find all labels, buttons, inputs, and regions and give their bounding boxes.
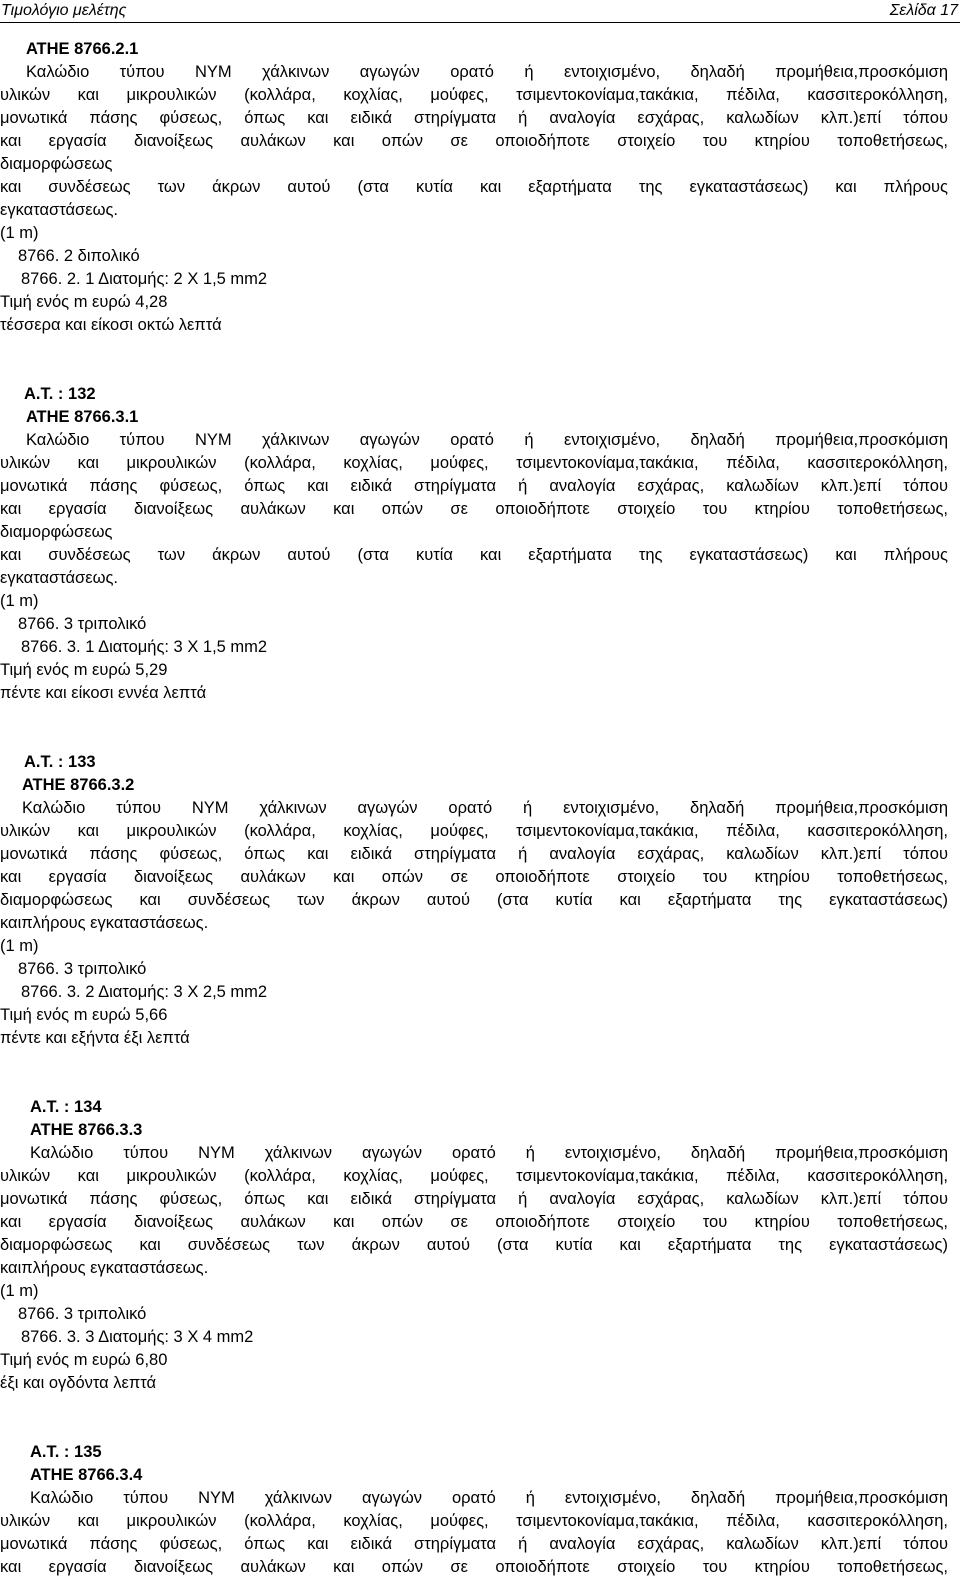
article-number: Α.Τ. : 133 (24, 753, 96, 771)
item-code: ΑΤΗΕ 8766.3.4 (30, 1466, 143, 1484)
description-line: πέντε και εξήντα έξι λεπτά (0, 1029, 190, 1047)
document-title: Τιμολόγιο μελέτης (1, 2, 127, 19)
description-line: 8766. 2. 1 Διατομής: 2 X 1,5 mm2 (21, 270, 268, 288)
description-line: υλικών και μικρουλικών (κολλάρα, κοχλίας, μούφες, τσιμεντοκονίαμα,τακάκια, πέδιλα, κασσιτεροκόλληση, (0, 1512, 948, 1530)
description-line: 8766. 3 τριπολικό (18, 615, 147, 633)
description-line: (1 m) (0, 937, 39, 955)
description-line: Τιμή ενός m ευρώ 5,29 (0, 661, 168, 679)
description-line: μονωτικά πάσης φύσεως, όπως και ειδικά στηρίγματα ή αναλογία εσχάρας, καλωδίων κλπ.)επί τόπου (0, 1190, 948, 1208)
description-line: διαμορφώσεως και συνδέσεως των άκρων αυτού (στα κυτία και εξαρτήματα της εγκαταστάσεως) (0, 891, 948, 909)
description-line: πέντε και είκοσι εννέα λεπτά (0, 684, 207, 702)
description-line: και εργασία διανοίξεως αυλάκων και οπών σε οποιοδήποτε στοιχείο του κτηρίου τοποθετήσεως, (0, 868, 948, 886)
description-line: διαμορφώσεως και συνδέσεως των άκρων αυτού (στα κυτία και εξαρτήματα της εγκαταστάσεως) (0, 1236, 948, 1254)
description-line: και εργασία διανοίξεως αυλάκων και οπών σε οποιοδήποτε στοιχείο του κτηρίου τοποθετήσεως, (0, 1213, 948, 1231)
article-number: Α.Τ. : 135 (30, 1443, 102, 1461)
description-line: 8766. 3. 3 Διατομής: 3 X 4 mm2 (21, 1328, 254, 1346)
page-number: Σελίδα 17 (889, 2, 958, 19)
description-line: καιπλήρους εγκαταστάσεως. (0, 1259, 209, 1277)
item-code: ΑΤΗΕ 8766.2.1 (26, 40, 139, 58)
description-line: και εργασία διανοίξεως αυλάκων και οπών σε οποιοδήποτε στοιχείο του κτηρίου τοποθετήσεως, (0, 500, 948, 518)
description-line: μονωτικά πάσης φύσεως, όπως και ειδικά στηρίγματα ή αναλογία εσχάρας, καλωδίων κλπ.)επί τόπου (0, 1535, 948, 1553)
description-line: διαμορφώσεως (0, 523, 113, 541)
description-line: διαμορφώσεως (0, 155, 113, 173)
description-line: 8766. 3 τριπολικό (18, 1305, 147, 1323)
article-number: Α.Τ. : 132 (24, 385, 96, 403)
price-item (0, 383, 960, 705)
price-item (0, 38, 960, 337)
description-line: μονωτικά πάσης φύσεως, όπως και ειδικά στηρίγματα ή αναλογία εσχάρας, καλωδίων κλπ.)επί τόπου (0, 477, 948, 495)
description-line: εγκαταστάσεως. (0, 201, 118, 219)
description-line: καιπλήρους εγκαταστάσεως. (0, 914, 209, 932)
price-item (0, 1441, 960, 1579)
description-line: υλικών και μικρουλικών (κολλάρα, κοχλίας, μούφες, τσιμεντοκονίαμα,τακάκια, πέδιλα, κασσιτεροκόλληση, (0, 822, 948, 840)
price-item (0, 1096, 960, 1395)
description-line: τέσσερα και είκοσι οκτώ λεπτά (0, 316, 222, 334)
item-code: ΑΤΗΕ 8766.3.3 (30, 1121, 143, 1139)
description-line: 8766. 3. 1 Διατομής: 3 X 1,5 mm2 (21, 638, 268, 656)
description-line: υλικών και μικρουλικών (κολλάρα, κοχλίας, μούφες, τσιμεντοκονίαμα,τακάκια, πέδιλα, κασσιτεροκόλληση, (0, 86, 948, 104)
description-line: 8766. 3. 2 Διατομής: 3 X 2,5 mm2 (21, 983, 268, 1001)
description-line: εγκαταστάσεως. (0, 569, 118, 587)
description-line: Καλώδιο τύπου ΝΥΜ χάλκινων αγωγών ορατό ή εντοιχισμένο, δηλαδή προμήθεια,προσκόμιση (30, 1144, 948, 1162)
price-item (0, 751, 960, 1050)
description-line: 8766. 2 διπολικό (18, 247, 140, 265)
description-line: μονωτικά πάσης φύσεως, όπως και ειδικά στηρίγματα ή αναλογία εσχάρας, καλωδίων κλπ.)επί τόπου (0, 109, 948, 127)
description-line: Καλώδιο τύπου ΝΥΜ χάλκινων αγωγών ορατό ή εντοιχισμένο, δηλαδή προμήθεια,προσκόμιση (26, 63, 948, 81)
description-line: Τιμή ενός m ευρώ 4,28 (0, 293, 168, 311)
description-line: 8766. 3 τριπολικό (18, 960, 147, 978)
item-code: ΑΤΗΕ 8766.3.1 (26, 408, 139, 426)
description-line: Τιμή ενός m ευρώ 5,66 (0, 1006, 168, 1024)
description-line: (1 m) (0, 1282, 39, 1300)
description-line: υλικών και μικρουλικών (κολλάρα, κοχλίας, μούφες, τσιμεντοκονίαμα,τακάκια, πέδιλα, κασσιτεροκόλληση, (0, 1167, 948, 1185)
item-code: ΑΤΗΕ 8766.3.2 (22, 776, 135, 794)
page-header (0, 0, 960, 23)
description-line: και εργασία διανοίξεως αυλάκων και οπών σε οποιοδήποτε στοιχείο του κτηρίου τοποθετήσεως, (0, 1558, 948, 1576)
description-line: έξι και ογδόντα λεπτά (0, 1374, 157, 1392)
description-line: μονωτικά πάσης φύσεως, όπως και ειδικά στηρίγματα ή αναλογία εσχάρας, καλωδίων κλπ.)επί τόπου (0, 845, 948, 863)
description-line: και συνδέσεως των άκρων αυτού (στα κυτία και εξαρτήματα της εγκαταστάσεως) και πλήρους (0, 546, 948, 564)
description-line: (1 m) (0, 224, 39, 242)
description-line: Καλώδιο τύπου ΝΥΜ χάλκινων αγωγών ορατό ή εντοιχισμένο, δηλαδή προμήθεια,προσκόμιση (22, 799, 948, 817)
description-line: και συνδέσεως των άκρων αυτού (στα κυτία και εξαρτήματα της εγκαταστάσεως) και πλήρους (0, 178, 948, 196)
description-line: Καλώδιο τύπου ΝΥΜ χάλκινων αγωγών ορατό ή εντοιχισμένο, δηλαδή προμήθεια,προσκόμιση (26, 431, 948, 449)
description-line: Τιμή ενός m ευρώ 6,80 (0, 1351, 168, 1369)
description-line: και εργασία διανοίξεως αυλάκων και οπών σε οποιοδήποτε στοιχείο του κτηρίου τοποθετήσεως, (0, 132, 948, 150)
article-number: Α.Τ. : 134 (30, 1098, 102, 1116)
description-line: Καλώδιο τύπου ΝΥΜ χάλκινων αγωγών ορατό ή εντοιχισμένο, δηλαδή προμήθεια,προσκόμιση (30, 1489, 948, 1507)
description-line: (1 m) (0, 592, 39, 610)
description-line: υλικών και μικρουλικών (κολλάρα, κοχλίας, μούφες, τσιμεντοκονίαμα,τακάκια, πέδιλα, κασσιτεροκόλληση, (0, 454, 948, 472)
